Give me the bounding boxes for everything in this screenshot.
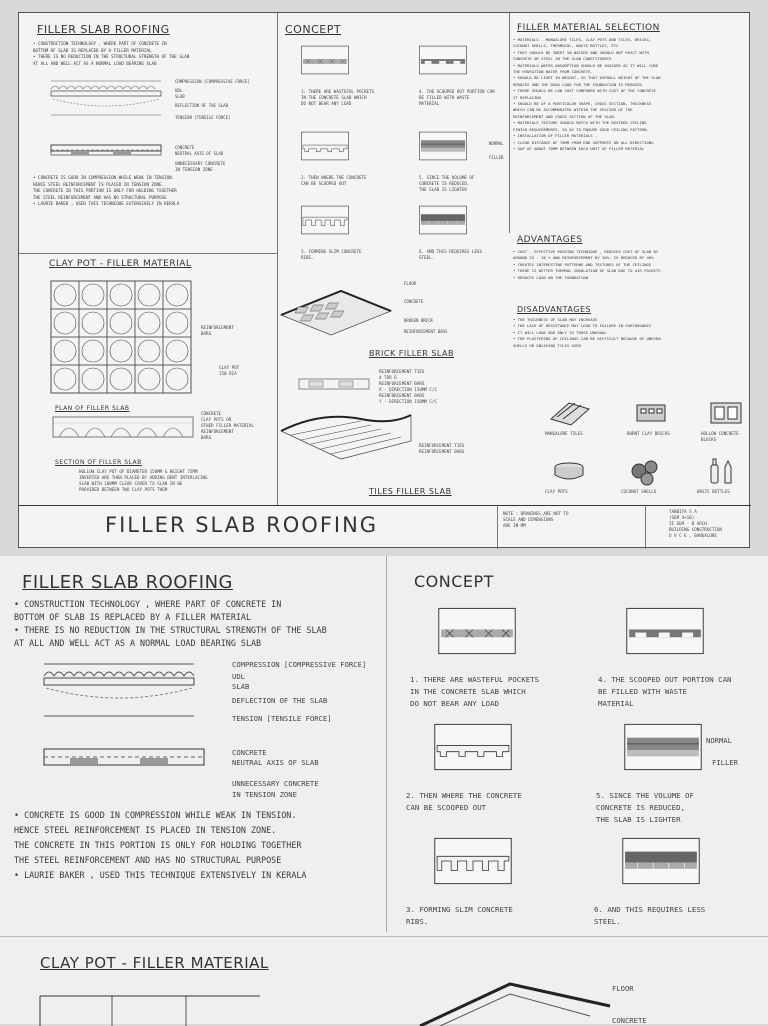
beam-diagram — [51, 75, 171, 135]
claypot-cell — [107, 365, 135, 393]
section-title-material: FILLER MATERIAL SELECTION — [517, 23, 660, 33]
zoom-label-floor: FLOOR — [612, 984, 634, 993]
divider — [277, 13, 278, 505]
zoom-intro-text: • CONSTRUCTION TECHNOLOGY , WHERE PART OF CONCRETE IN BOTTOM OF SLAB IS REPLACED BY A FILLER MATERIAL • THERE IS NO REDUCTION IN THE STRUCTURAL STRENGTH OF THE SLAB AT ALL AND WELL ACT AS A NORMAL LOAD BEARING SLAB — [14, 599, 327, 648]
claypot-cell — [51, 309, 79, 337]
zoom-label-concrete: CONCRETE — [232, 748, 267, 757]
concept-caption-5: 3. FORMING SLIM CONCRETE RIBS. — [406, 905, 513, 926]
claypot-circle — [82, 312, 104, 334]
section-title-advantages: ADVANTAGES — [517, 235, 583, 245]
intro-text: • CONSTRUCTION TECHNOLOGY , WHERE PART OF CONCRETE IN BOTTOM OF SLAB IS REPLACED BY A FILLER MATERIAL • THERE IS NO REDUCTION IN THE STRUCTURAL STRENGTH OF THE SLAB AT ALL AND WELL ACT AS A NORMAL LOAD BEARING SLAB — [33, 41, 190, 66]
material-icon-5 — [625, 457, 665, 489]
zoom-section-title-filler: FILLER SLAB ROOFING — [22, 572, 233, 593]
claypot-circle — [110, 340, 132, 362]
plan-labels: CONCRETE CLAY POTS OR OTHER FILLER MATERIAL REINFORCEMENT BARS — [201, 411, 254, 440]
claypot-cell — [107, 337, 135, 365]
concept-caption-4: 5. SINCE THE VOLUME OF CONCRETE IS REDUCED, THE SLAB IS LIGHTER — [596, 791, 694, 824]
section-title-filler: FILLER SLAB ROOFING — [37, 23, 170, 36]
concept-caption-1: 1. THERE ARE WASTEFUL POCKETS IN THE CONCRETE SLAB WHICH DO NOT BEAR ANY LOAD — [301, 89, 375, 106]
label-compression: COMPRESSION [COMPRESSIVE FORCE] — [175, 79, 250, 84]
divider — [509, 13, 510, 233]
page-title: FILLER SLAB ROOFING — [105, 513, 379, 537]
tile-labels: REINFORCEMENT TIES REINFORCEMENT BARS — [419, 443, 465, 454]
claypot-cell — [163, 281, 191, 309]
claypot-circle — [82, 284, 104, 306]
claypot-cell — [51, 281, 79, 309]
claypot-cell — [135, 309, 163, 337]
concept-caption-5: 3. FORMING SLIM CONCRETE RIBS. — [301, 249, 362, 260]
claypot-circle — [54, 312, 76, 334]
claypot-cell — [79, 365, 107, 393]
divider — [0, 936, 768, 937]
label-brick-reinf: REINFORCEMENT BARS — [404, 329, 448, 334]
material-icon-6 — [701, 457, 741, 489]
claypot-cell — [107, 309, 135, 337]
concept-caption-2: 4. THE SCOOPED OUT PORTION CAN BE FILLED WITH WASTE MATERIAL — [419, 89, 495, 106]
claypot-circle — [82, 368, 104, 390]
section-title-tiles: TILES FILLER SLAB — [369, 487, 452, 496]
drawing-sheet — [18, 12, 750, 548]
zoom-label-compression: COMPRESSION [COMPRESSIVE FORCE] — [232, 660, 367, 669]
claypot-circle — [166, 284, 188, 306]
label-filler: FILLER — [712, 758, 738, 767]
tiles-filler-3d — [281, 411, 411, 461]
claypot-circle — [138, 368, 160, 390]
claypot-circle — [110, 312, 132, 334]
material-label-4: CLAY POTS — [545, 489, 568, 494]
label-claypot-reinf: REINFORCEMENT BARS — [201, 325, 234, 336]
label-udl: UDL — [175, 88, 183, 93]
claypot-circle — [54, 368, 76, 390]
zoomed-detail — [0, 556, 768, 1024]
zoom-claypot-grid-top — [40, 986, 260, 1026]
material-icon-3 — [705, 399, 745, 431]
zoom-brick-filler-3d — [420, 976, 610, 1026]
claypot-circle — [54, 340, 76, 362]
claypot-cell — [51, 337, 79, 365]
claypot-cell — [163, 309, 191, 337]
section-text: HOLLOW CLAY POT OF DIAMETER 150MM & HEIGHT 75MM INVERTED ARE THEN PLACED BY ADDING BENT INTERLACING SLAB WITH 100MM CLEAR COVER TO SLAB IN BE PROVIDED BETWEEN TWO CLAY POTS THEM — [79, 469, 208, 492]
label-broken-brick: BROKEN BRICK — [404, 318, 433, 323]
claypot-cell — [79, 309, 107, 337]
zoom-body-text: • CONCRETE IS GOOD IN COMPRESSION WHILE WEAK IN TENSION. HENCE STEEL REINFORCEMENT IS PLACED IN TENSION ZONE. THE CONCRETE IN THIS PORTION IS ONLY FOR HOLDING TOGETHER THE STEEL REINFORCEMENT AND HAS NO STRUCTURAL PURPOSE • LAURIE BAKER , USED THIS TECHNIQUE EXTENSIVELY IN KERALA — [14, 810, 307, 880]
concept-caption-6: 6. AND THIS REQUIRES LESS STEEL. — [594, 905, 706, 926]
plan-section-diagram — [53, 417, 193, 445]
concept-caption-1: 1. THERE ARE WASTEFUL POCKETS IN THE CONCRETE SLAB WHICH DO NOT BEAR ANY LOAD — [410, 675, 540, 708]
claypot-circle — [110, 284, 132, 306]
disadvantages-text: • THE THICKNESS OF SLAB MAY INCREASE • THE LACK OF RESISTANCE MAY LEAD TO FAILURE IN EARTHQUAKES • IT WILL LOOK ODD ONLY TO THOSE UNUSUAL • THE PLASTERING OF CEILINGS CAN BE DIFFICULT BECAUSE OF UNEVEN SHELLS OR ENCASING TILES USED — [513, 317, 661, 348]
claypot-circle — [166, 368, 188, 390]
material-icon-2 — [631, 399, 671, 431]
material-text: • MATERIALS - MANGALORE TILES, CLAY POTS AND TILES, BRICKS, COCONUT SHELLS, THERMOCOL, WASTE BOTTLES, ETC • THEY SHOULD BE INERT IN NATURE AND SHOULD NOT REACT WITH CONCRETE OR STEEL IN THE SLAB CONSTITUENTS • MATERIALS WATER ABSORPTION SHOULD BE AVOIDED AS IT WILL CURE THE HYDRATION WATER FROM CONCRETE. • SHOULD BE LIGHT IN WEIGHT, SO THAT OVERALL WEIGHT OF THE SLAB REDUCES AND THE DEAD LOAD FOR THE FOUNDATION IS REDUCED • THERE SHOULD BE LOW COST COMPARED WITH COST OF THE CONCRETE IT REPLACING • SHOULD BE OF A PARTICULAR SHAPE, CROSS SECTION, THICKNESS WHICH CAN BE ACCOMMODATED WITHIN THE SPACING OF THE REINFORCEMENT AND CROSS SECTION OF THE SLAB. • MATERIALS TEXTURE SHOULD MATCH WITH THE DESIRED CEILING FINISH REQUIREMENTS, SO AS TO ENSURE GOOD CEILING PATTERN. • INSTALLATION OF FILLER MATERIALS - • CLEAR DISTANCE OF 70MM FROM END SUPPORTS ON ALL DIRECTIONS • GAP OF ABOUT 70MM BETWEEN EACH UNIT OF FILLER MATERIAL — [513, 37, 661, 151]
zoom-label-slab: SLAB — [232, 682, 250, 691]
divider — [19, 253, 277, 254]
divider — [386, 556, 387, 932]
claypot-circle — [82, 340, 104, 362]
zoom-section-title-claypot: CLAY POT - FILLER MATERIAL — [40, 954, 269, 972]
zoom-label-concrete-2: CONCRETE — [612, 1016, 647, 1025]
label-deflection: DEFLECTION OF THE SLAB — [175, 103, 228, 108]
zoom-label-unnecessary: UNNECESSARY CONCRETE IN TENSION ZONE — [232, 779, 319, 799]
material-label-3: HOLLOW CONCRETE BLOCKS — [701, 431, 739, 442]
concept-caption-3: 2. THEN WHERE THE CONCRETE CAN BE SCOOPED OUT — [301, 175, 367, 186]
material-label-1: MANGALORE TILES — [545, 431, 583, 436]
claypot-grid — [51, 281, 191, 393]
label-floor: FLOOR — [404, 281, 417, 286]
claypot-cell — [51, 365, 79, 393]
concept-caption-6: 6. AND THIS REQUIRES LESS STEEL. — [419, 249, 483, 260]
claypot-cell — [79, 281, 107, 309]
brick-section-labels: REINFORCEMENT TIES 4 TOR 6 REINFORCEMENT BARS X - DIRECTION 150MM C/C REINFORCEMENT BARS Y - DIRECTION 150MM C/C — [379, 369, 437, 404]
zoom-label-deflection: DEFLECTION OF THE SLAB — [232, 696, 328, 705]
neutral-axis-diagram — [51, 143, 161, 159]
claypot-circle — [110, 368, 132, 390]
label-claypot-dia: CLAY POT 150 DIA — [219, 365, 240, 376]
footer-author: TANBIYA S A (SEM 4+10) II SEM - B ARCH BUILDING CONSTRUCTION U V C E , BANGALORE — [669, 509, 722, 538]
claypot-circle — [54, 284, 76, 306]
concept-caption-2: 4. THE SCOOPED OUT PORTION CAN BE FILLED WITH WASTE MATERIAL — [598, 675, 732, 708]
body-text: • CONCRETE IS GOOD IN COMPRESSION WHILE WEAK IN TENSION. HENCE STEEL REINFORCEMENT IS PLACED IN TENSION ZONE. THE CONCRETE IN THIS PORTION IS ONLY FOR HOLDING TOGETHER THE STEEL REINFORCEMENT AND HAS NO STRUCTURAL PURPOSE • LAURIE BAKER , USED THIS TECHNIQUE EXTENSIVELY IN KERALA — [33, 175, 180, 207]
claypot-cell — [107, 281, 135, 309]
section-title-concept: CONCEPT — [285, 23, 342, 36]
material-label-5: COCONUT SHELLS — [621, 489, 657, 494]
claypot-cell — [135, 365, 163, 393]
claypot-circle — [166, 340, 188, 362]
claypot-cell — [135, 337, 163, 365]
zoom-beam-diagram — [44, 656, 224, 728]
claypot-circle — [138, 312, 160, 334]
label-unnecessary: UNNECESSARY CONCRETE IN TENSION ZONE — [175, 161, 226, 172]
label-normal: NORMAL — [489, 141, 504, 146]
label-tension: TENSION [TENSILE FORCE] — [175, 115, 231, 120]
claypot-circle — [138, 284, 160, 306]
title-bar-line — [19, 505, 751, 506]
section-title-brick: BRICK FILLER SLAB — [369, 349, 454, 358]
material-icon-1 — [549, 399, 589, 431]
material-label-6: WASTE BOTTLES — [697, 489, 730, 494]
claypot-cell — [163, 365, 191, 393]
section-title-plan: PLAN OF FILLER SLAB — [55, 405, 130, 412]
claypot-circle — [166, 312, 188, 334]
claypot-cell — [135, 281, 163, 309]
label-filler: FILLER — [489, 155, 504, 160]
claypot-circle — [138, 340, 160, 362]
label-slab: SLAB — [175, 94, 185, 99]
brick-section — [299, 377, 369, 391]
concept-caption-4: 5. SINCE THE VOLUME OF CONCRETE IS REDUCED, THE SLAB IS LIGHTER — [419, 175, 475, 192]
material-icon-4 — [549, 457, 589, 489]
claypot-cell — [163, 337, 191, 365]
section-title-claypot: CLAY POT - FILLER MATERIAL — [49, 259, 192, 269]
divider — [497, 505, 498, 549]
footer-note: NOTE : DRAWINGS ARE NOT TO SCALE AND DIMENSIONS ARE IN MM — [503, 511, 569, 528]
section-title-section: SECTION OF FILLER SLAB — [55, 459, 142, 466]
material-label-2: BURNT CLAY BRICKS — [627, 431, 670, 436]
brick-filler-3d — [281, 285, 391, 345]
zoom-label-tension: TENSION [TENSILE FORCE] — [232, 714, 332, 723]
zoom-section-title-concept: CONCEPT — [414, 572, 494, 591]
claypot-cell — [79, 337, 107, 365]
concept-caption-3: 2. THEN WHERE THE CONCRETE CAN BE SCOOPED OUT — [406, 791, 522, 812]
label-concrete: CONCRETE — [175, 145, 195, 150]
label-brick-concrete: CONCRETE — [404, 299, 424, 304]
divider — [645, 505, 646, 549]
zoom-label-neutral: NEUTRAL AXIS OF SLAB — [232, 758, 319, 767]
zoom-neutral-axis-diagram — [44, 746, 204, 770]
label-normal: NORMAL — [706, 736, 732, 745]
advantages-text: • COST - EFFECTIVE ROOFING TECHNIQUE , REDUCES COST OF SLAB BY AROUND 25 - 30 % AND REINFORCEMENT BY 30%. IS REDUCED BY 40% • CREATES INTERESTING PATTERNS AND TEXTURES OF THE CEILINGS • THERE IS BETTER THERMAL INSULATION OF SLAB DUE TO AIR POCKETS • REDUCES LOAD ON THE FOUNDATION — [513, 249, 661, 280]
section-title-disadvantages: DISADVANTAGES — [517, 305, 592, 314]
label-neutral-axis: NEUTRAL AXIS OF SLAB — [175, 151, 224, 156]
zoom-label-udl: UDL — [232, 672, 245, 681]
